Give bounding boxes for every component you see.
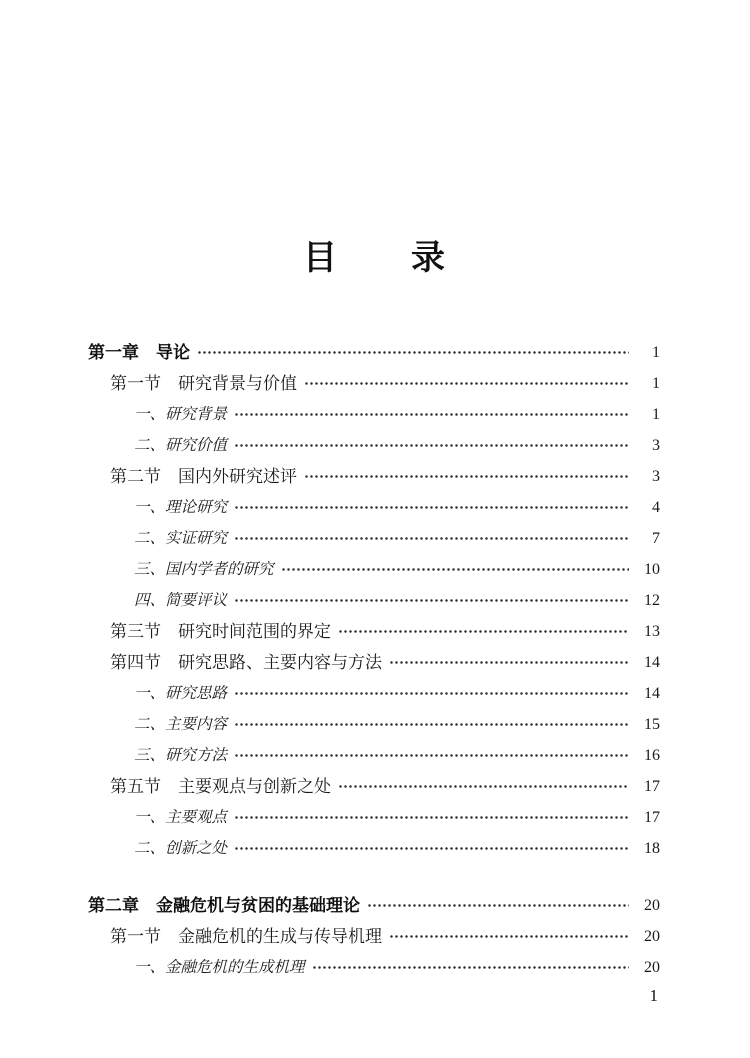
toc-entry-label: 二、研究价值 (134, 437, 228, 454)
toc-entry-label: 第二章 金融危机与贫困的基础理论 (88, 896, 360, 915)
toc-entry-label: 二、主要内容 (134, 716, 228, 733)
toc-entry-page: 4 (652, 499, 660, 516)
toc-entry-page: 20 (644, 928, 660, 945)
toc-entry-label: 第一章 导论 (88, 343, 190, 362)
toc-entry (134, 430, 660, 461)
dot-leader (234, 585, 629, 616)
page-title: 目 录 (303, 240, 447, 277)
toc-entry (134, 678, 660, 709)
toc-entry-label: 第三节 研究时间范围的界定 (110, 622, 331, 641)
toc-entry-label: 三、研究方法 (134, 747, 228, 764)
toc-entry-page: 3 (652, 437, 660, 454)
toc-entry (110, 771, 660, 802)
toc-entry (134, 833, 660, 864)
toc-entry (88, 890, 660, 921)
dot-leader (281, 554, 629, 585)
toc-entry (134, 740, 660, 771)
toc-entry-label: 三、国内学者的研究 (134, 561, 274, 578)
dot-leader (234, 802, 629, 833)
toc-entry-label: 第四节 研究思路、主要内容与方法 (110, 653, 382, 672)
dot-leader (234, 523, 629, 554)
toc-entry-page: 12 (644, 592, 660, 609)
toc-entry-page: 14 (644, 685, 660, 702)
toc-entry-page: 17 (644, 778, 660, 795)
toc-entry-page: 3 (652, 468, 660, 485)
toc-entry-label: 二、实证研究 (134, 530, 228, 547)
dot-leader (304, 461, 629, 492)
dot-leader (234, 833, 629, 864)
toc-entry-page: 16 (644, 747, 660, 764)
toc-entry (134, 554, 660, 585)
toc-entry-label: 第五节 主要观点与创新之处 (110, 777, 331, 796)
toc-entry-label: 第二节 国内外研究述评 (110, 467, 297, 486)
toc-entry-label: 一、理论研究 (134, 499, 228, 516)
dot-leader (197, 337, 629, 368)
toc-entry (134, 802, 660, 833)
toc-entry-label: 二、创新之处 (134, 840, 228, 857)
dot-leader (338, 771, 629, 802)
toc-entry (134, 399, 660, 430)
toc-entry-label: 四、简要评议 (134, 592, 228, 609)
toc-entry-label: 一、研究背景 (134, 406, 228, 423)
toc-entry-page: 20 (644, 897, 660, 914)
toc-entry (134, 585, 660, 616)
dot-leader (234, 430, 629, 461)
dot-leader (312, 952, 629, 983)
toc-entry (110, 368, 660, 399)
dot-leader (304, 368, 629, 399)
toc-entry-page: 1 (652, 344, 660, 361)
dot-leader (234, 740, 629, 771)
toc-entry (88, 337, 660, 368)
toc-list (88, 337, 660, 983)
dot-leader (389, 921, 629, 952)
dot-leader (234, 678, 629, 709)
toc-entry (134, 492, 660, 523)
toc-entry-label: 一、主要观点 (134, 809, 228, 826)
toc-entry-page: 20 (644, 959, 660, 976)
toc-entry-page: 1 (652, 406, 660, 423)
toc-entry-page: 17 (644, 809, 660, 826)
toc-entry-label: 第一节 研究背景与价值 (110, 374, 297, 393)
toc-entry-label: 一、研究思路 (134, 685, 228, 702)
dot-leader (389, 647, 629, 678)
toc-entry-page: 13 (644, 623, 660, 640)
toc-entry-page: 18 (644, 840, 660, 857)
toc-entry (134, 709, 660, 740)
toc-entry-page: 7 (652, 530, 660, 547)
dot-leader (234, 709, 629, 740)
toc-entry-page: 14 (644, 654, 660, 671)
toc-entry (134, 523, 660, 554)
toc-entry-page: 1 (652, 375, 660, 392)
dot-leader (234, 399, 629, 430)
toc-entry-page: 10 (644, 561, 660, 578)
dot-leader (338, 616, 629, 647)
dot-leader (367, 890, 629, 921)
toc-entry (110, 921, 660, 952)
toc-entry (134, 952, 660, 983)
toc-entry (110, 616, 660, 647)
toc-entry-label: 第一节 金融危机的生成与传导机理 (110, 927, 382, 946)
toc-entry-label: 一、金融危机的生成机理 (134, 959, 305, 976)
page-number: 1 (649, 986, 658, 1005)
dot-leader (234, 492, 629, 523)
toc-entry (110, 461, 660, 492)
toc-entry-page: 15 (644, 716, 660, 733)
toc-entry (110, 647, 660, 678)
